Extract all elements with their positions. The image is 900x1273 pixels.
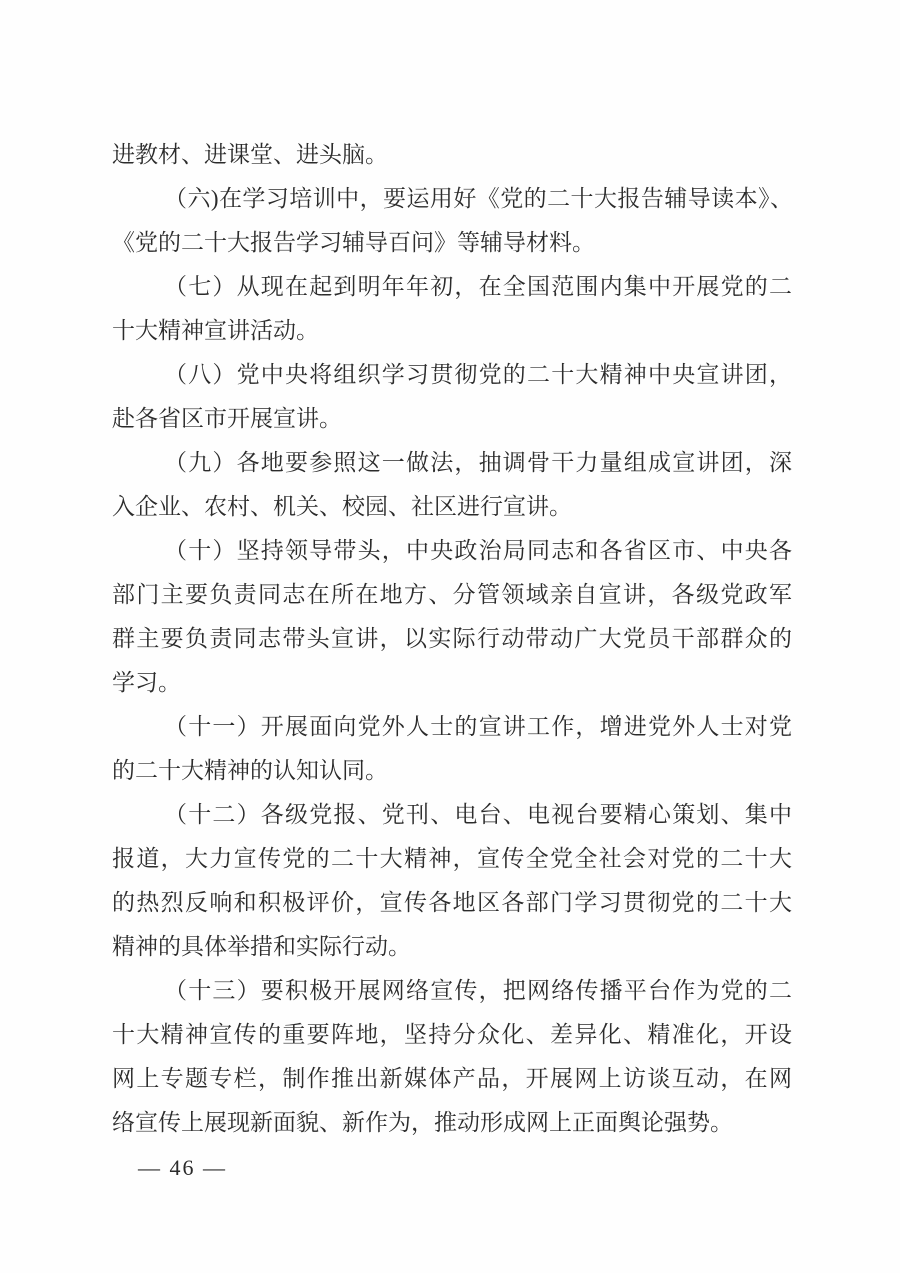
text-line: 赴各省区市开展宣讲。 <box>112 406 342 431</box>
text-line: （十）坚持领导带头，中央政治局同志和各省区市、中央各 <box>164 538 792 563</box>
text-line: （九）各地要参照这一做法，抽调骨干力量组成宣讲团，深 <box>164 450 792 475</box>
text-line: （八）党中央将组织学习贯彻党的二十大精神中央宣讲团， <box>164 362 792 387</box>
text-line: （十一）开展面向党外人士的宣讲工作，增进党外人士对党 <box>164 714 792 739</box>
text-line: （七）从现在起到明年年初，在全国范围内集中开展党的二 <box>164 274 792 299</box>
text-line: 群主要负责同志带头宣讲，以实际行动带动广大党员干部群众的 <box>112 626 792 651</box>
text-line: 十大精神宣传的重要阵地，坚持分众化、差异化、精准化，开设 <box>112 1022 792 1047</box>
text-line: 入企业、农村、机关、校园、社区进行宣讲。 <box>112 494 572 519</box>
text-line: 的二十大精神的认知认同。 <box>112 758 388 783</box>
text-line: 《党的二十大报告学习辅导百问》等辅导材料。 <box>112 230 595 255</box>
text-line: 报道，大力宣传党的二十大精神，宣传全党全社会对党的二十大 <box>112 846 792 871</box>
text-line: 精神的具体举措和实际行动。 <box>112 934 411 959</box>
text-line: （十三）要积极开展网络宣传，把网络传播平台作为党的二 <box>164 978 792 1003</box>
text-line: 学习。 <box>112 670 181 695</box>
text-line: 部门主要负责同志在所在地方、分管领域亲自宣讲，各级党政军 <box>112 582 792 607</box>
text-line: 络宣传上展现新面貌、新作为，推动形成网上正面舆论强势。 <box>112 1110 733 1135</box>
text-line: 进教材、进课堂、进头脑。 <box>112 142 388 167</box>
text-line: （六)在学习培训中，要运用好《党的二十大报告辅导读本》、 <box>164 186 792 211</box>
text-line: （十二）各级党报、党刊、电台、电视台要精心策划、集中 <box>164 802 792 827</box>
text-line: 网上专题专栏，制作推出新媒体产品，开展网上访谈互动，在网 <box>112 1066 792 1091</box>
document-text-block <box>112 133 792 1145</box>
text-line: 十大精神宣讲活动。 <box>112 318 319 343</box>
page-number: — 46 — <box>138 1155 227 1180</box>
text-line: 的热烈反响和积极评价，宣传各地区各部门学习贯彻党的二十大 <box>112 890 792 915</box>
